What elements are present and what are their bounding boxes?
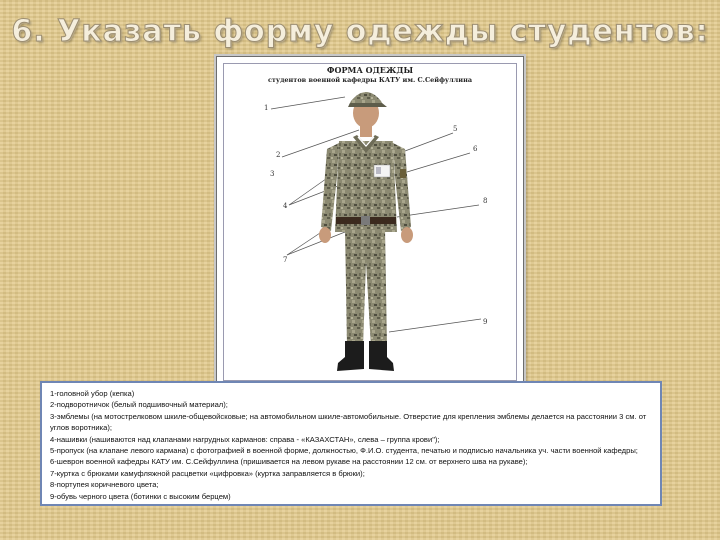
legend-item: 3-эмблемы (на мотострелковом шкиле-общевойсковые; на автомобильном шкиле-автомобильные. Отверстие для крепления эмблемы делается на расстоянии 3 см. от углов воротника); — [50, 411, 647, 433]
legend-item: 7-куртка с брюками камуфляжной расцветки «цифровка» (куртка заправляется в брюки); — [50, 468, 365, 478]
callout-1: 1 — [264, 104, 269, 112]
callout-2: 2 — [276, 151, 281, 159]
legend-item: 9-обувь черного цвета (ботинки с высоким берцем) — [50, 491, 231, 501]
callout-5: 5 — [453, 125, 458, 133]
legend-item: 2-подворотничок (белый подшивочный материал); — [50, 400, 228, 410]
callout-4: 4 — [283, 202, 288, 210]
legend-item: 1-головной убор (кепка) — [50, 389, 135, 398]
callout-9: 9 — [483, 318, 488, 326]
legend-item: 4-нашивки (нашиваются над клапанами нагрудных карманов: справа - «КАЗАХСТАН», слева – группа крови"); — [50, 434, 440, 444]
soldier-silhouette — [319, 92, 413, 371]
callout-7: 7 — [283, 256, 288, 264]
legend-item: 5-пропуск (на клапане левого кармана) с фотографией в военной форме, должностью, Ф.И.О. студента, печатью и подписью начальника уч. части военной кафедры; — [50, 446, 638, 456]
uniform-legend — [40, 381, 662, 506]
legend-item: 8-портупея коричневого цвета; — [50, 480, 159, 490]
legend-item: 6-шеврон военной кафедры КАТУ им. С.Сейфуллина (пришивается на левом рукаве на расстоянии 12 см. от верхнего шва на рукаве); — [50, 457, 528, 467]
callout-8: 8 — [483, 197, 488, 205]
callout-6: 6 — [473, 145, 478, 153]
document-subtitle: студентов военной кафедры КАТУ им. С.Сейфуллина — [267, 76, 473, 84]
student-uniform-figure — [217, 57, 523, 387]
callout-3: 3 — [270, 170, 275, 178]
document-title: ФОРМА ОДЕЖДЫ — [326, 65, 414, 75]
uniform-document — [216, 56, 524, 388]
slide-title: 6. Указать форму одежды студентов: — [11, 14, 709, 49]
